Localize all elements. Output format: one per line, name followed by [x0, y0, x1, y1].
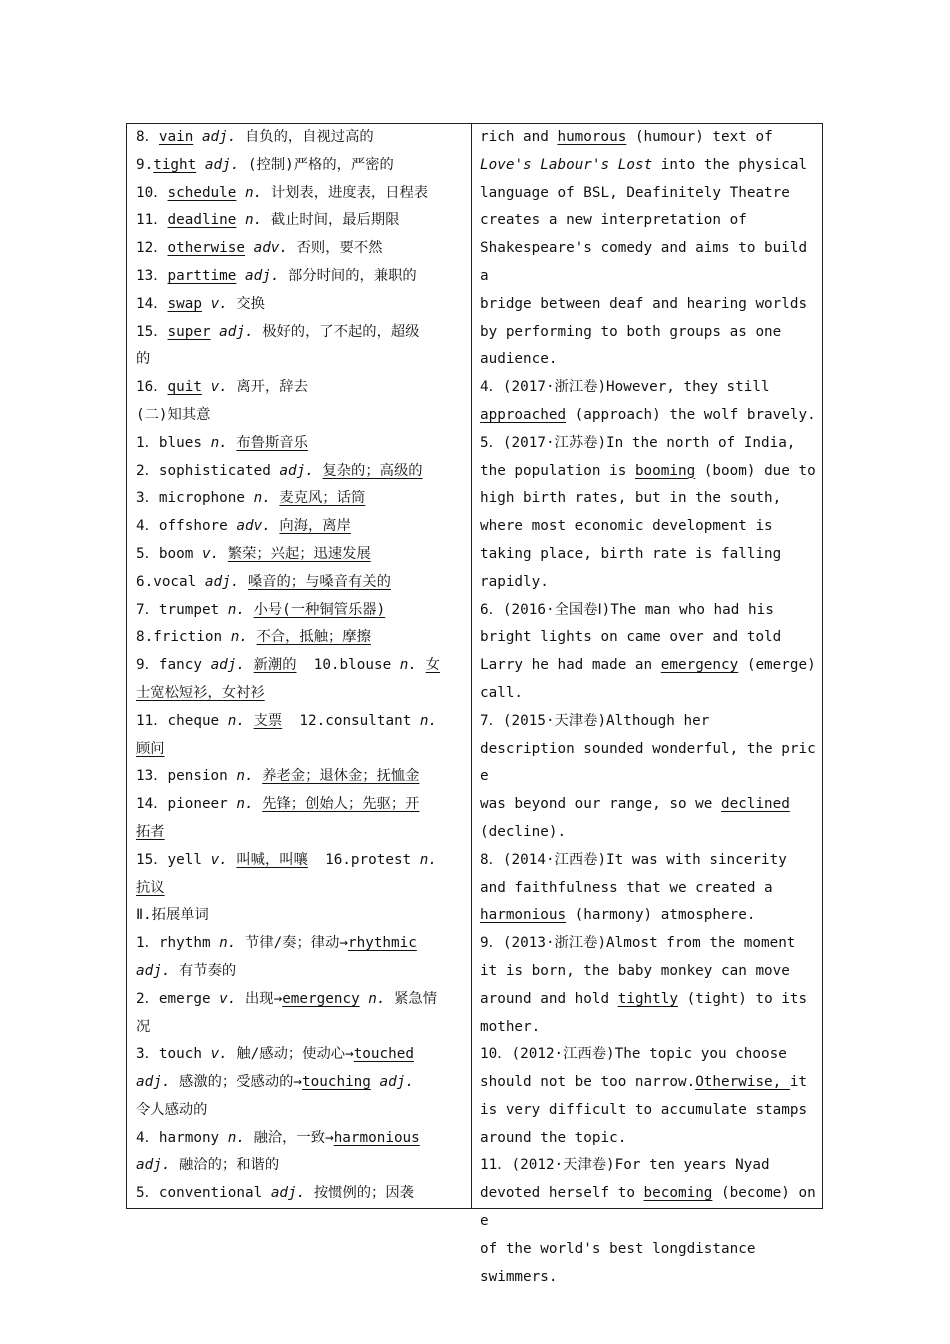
right-text-line [480, 1236, 818, 1264]
text-segment: 16． [136, 379, 168, 396]
answer-text: emergency [282, 990, 360, 1007]
text-segment: taking place, birth rate is falling [480, 545, 782, 562]
right-text-line [480, 930, 818, 958]
text-segment: 8.friction [136, 629, 231, 646]
text-segment [245, 240, 254, 256]
answer-text: 叫喊，叫嚷 [236, 851, 308, 868]
left-text-line [136, 875, 465, 903]
text-segment: adj. [245, 267, 280, 284]
text-segment: 14．pioneer [136, 796, 237, 813]
text-segment: (boom) due to [695, 462, 816, 479]
text-segment: n. [236, 768, 254, 785]
text-segment [245, 657, 254, 673]
left-text-line [136, 791, 465, 819]
text-segment [202, 296, 211, 312]
text-segment [236, 268, 245, 284]
text-segment: (控制)严格的，严密的 [239, 156, 394, 173]
right-text-line [480, 180, 818, 208]
left-text-line [136, 180, 465, 208]
right-text-line [480, 402, 818, 430]
left-text-line [136, 513, 465, 541]
text-segment: n. [245, 212, 263, 229]
text-segment: 13． [136, 267, 168, 284]
answer-text: 小号(一种铜管乐器) [253, 601, 386, 618]
left-text-line [136, 902, 465, 930]
text-segment: 9．fancy [136, 657, 211, 674]
text-segment: 2．sophisticated [136, 462, 280, 479]
text-segment: v. [210, 1046, 228, 1063]
text-segment: (emerge) [738, 657, 816, 674]
answer-text: 先锋；创始人；先驱；开 [262, 796, 420, 813]
left-text-line [136, 1097, 465, 1125]
text-segment: adj. [201, 129, 237, 145]
left-text-line [136, 291, 465, 319]
text-segment [417, 657, 426, 673]
text-segment: 融洽，一致→ [244, 1129, 334, 1146]
right-text-line [480, 485, 818, 513]
text-segment [371, 1074, 380, 1090]
left-text-line [136, 1180, 465, 1208]
right-text-line [480, 819, 818, 847]
text-segment: 12． [136, 240, 168, 257]
text-segment [254, 796, 263, 812]
text-segment: adv. [253, 240, 289, 257]
text-segment: around and hold [480, 990, 618, 1007]
answer-text: otherwise [167, 240, 245, 257]
left-text-line [136, 152, 465, 180]
text-segment: 按惯例的；因袭 [305, 1185, 414, 1202]
answer-text: parttime [167, 267, 237, 284]
text-segment: n. [419, 851, 437, 868]
text-segment: 14． [136, 295, 168, 312]
right-text-line [480, 708, 818, 736]
answer-text: 不合，抵触；摩擦 [256, 629, 371, 646]
left-text-line [136, 1152, 465, 1180]
right-text-line [480, 1014, 818, 1042]
left-text-line [136, 1014, 465, 1042]
text-segment: adj. [136, 1157, 171, 1174]
right-text-line [480, 958, 818, 986]
text-segment: 4．(2017·浙江卷)However, they still [480, 379, 770, 396]
text-segment: was beyond our range, so we [480, 796, 722, 813]
answer-text: becoming [643, 1185, 713, 1202]
text-segment [219, 546, 228, 562]
text-segment: 1．blues [136, 434, 211, 451]
text-segment: 5．boom [136, 545, 202, 562]
text-segment: 感激的；受感动的→ [170, 1074, 303, 1091]
text-segment: 极好的，了不起的，超级 [253, 323, 420, 340]
answer-text: booming [634, 462, 696, 479]
text-segment: n. [227, 712, 245, 729]
right-column [472, 124, 822, 1285]
left-text-line [136, 847, 465, 875]
answer-text: 支票 [253, 712, 283, 729]
text-segment: v. [210, 851, 228, 868]
answer-text: tightly [617, 990, 678, 1007]
answer-text: declined [721, 796, 790, 813]
text-segment: 15． [136, 323, 168, 340]
text-segment: 5．conventional [136, 1185, 271, 1202]
left-text-line [136, 1125, 465, 1153]
text-segment: (humour) text of [626, 129, 773, 145]
text-segment: 5．(2017·江苏卷)In the north of India, [480, 434, 796, 451]
text-segment: high birth rates, but in the south, [480, 490, 782, 507]
text-segment: is very difficult to accumulate stamps [480, 1101, 808, 1118]
text-segment: call. [480, 684, 524, 701]
answer-text: tight [153, 156, 197, 173]
answer-text: vain [158, 129, 194, 145]
text-segment: n. [368, 990, 386, 1007]
text-segment: ' [514, 156, 524, 173]
right-text-line [480, 736, 818, 792]
text-segment: s Lost [600, 156, 653, 173]
text-segment: the population is [480, 462, 635, 479]
left-text-line [136, 124, 465, 152]
text-segment: 否则，要不然 [288, 240, 383, 257]
answer-text: approached [480, 406, 567, 423]
text-segment: Shakespeare's comedy and aims to build a [480, 240, 816, 284]
left-text-line [136, 263, 465, 291]
text-segment: 11．(2012·天津卷)For ten years Nyad [480, 1157, 770, 1174]
text-segment [196, 157, 205, 173]
right-text-line [480, 152, 818, 180]
text-segment: bright lights on came over and told [480, 629, 782, 646]
text-segment: 6.vocal [136, 573, 205, 590]
text-segment: n. [419, 712, 438, 729]
answer-text: 麦克风；话筒 [279, 490, 366, 507]
text-segment: 6．(2016·全国卷Ⅰ)The man who had his [480, 601, 774, 618]
right-text-line [480, 541, 818, 569]
text-segment: (become) one [480, 1185, 816, 1230]
text-segment: 触/感动；使动心→ [227, 1046, 354, 1063]
text-segment: Love [480, 156, 515, 173]
left-text-line [136, 458, 465, 486]
left-text-line [136, 1069, 465, 1097]
answer-text: deadline [167, 212, 237, 229]
text-segment [239, 574, 248, 590]
text-segment: devoted herself to [480, 1185, 644, 1202]
text-segment: 2．emerge [136, 990, 220, 1007]
text-segment: 自负的，自视过高的 [236, 129, 374, 145]
left-text-line [136, 652, 465, 680]
left-text-line [136, 402, 465, 430]
right-text-line [480, 875, 818, 903]
right-text-line [480, 652, 818, 680]
text-segment: v. [210, 379, 228, 396]
text-segment: it is born, the baby monkey can move [480, 962, 790, 979]
text-segment: by performing to both groups as one [480, 323, 782, 340]
text-segment: ' [591, 156, 601, 173]
text-segment: adj. [204, 156, 240, 173]
text-segment: Larry he had made an [480, 657, 661, 674]
answer-text: 繁荣；兴起；迅速发展 [227, 545, 371, 562]
text-segment: adj. [219, 323, 254, 340]
text-segment: 8．(2014·江西卷)It was with sincerity [480, 851, 787, 868]
text-segment: 15．yell [136, 851, 211, 868]
text-segment: it [789, 1074, 808, 1091]
text-segment: adj. [279, 462, 314, 479]
answer-text: Otherwise, [695, 1074, 790, 1091]
answer-text: 嗓音的；与嗓音有关的 [247, 573, 391, 590]
left-text-line [136, 485, 465, 513]
text-segment [248, 629, 257, 645]
answer-text: 抗议 [136, 879, 165, 896]
text-segment: n. [210, 434, 228, 451]
right-text-line [480, 1041, 818, 1069]
answer-text: 拓者 [136, 823, 165, 840]
answer-text: 士宽松短衫，女衬衫 [136, 684, 265, 701]
text-segment: (二)知其意 [136, 406, 211, 423]
left-text-line [136, 235, 465, 263]
text-segment: description sounded wonderful, the price [480, 740, 816, 785]
text-segment: 令人感动的 [136, 1101, 208, 1118]
text-segment: 离开，辞去 [227, 379, 308, 396]
text-segment: bridge between deaf and hearing worlds [480, 295, 808, 312]
left-text-line [136, 736, 465, 764]
answer-text: emergency [660, 657, 739, 674]
left-text-line [136, 319, 465, 347]
answer-text: humorous [557, 129, 627, 145]
text-segment: 3．touch [136, 1046, 211, 1063]
text-segment: 节律/奏；律动→ [236, 935, 348, 952]
text-segment [254, 768, 263, 784]
answer-text: 顾问 [136, 740, 165, 757]
right-text-line [480, 458, 818, 486]
text-segment: 出现→ [236, 990, 283, 1007]
left-text-line [136, 374, 465, 402]
text-segment: rich and [480, 129, 558, 145]
right-text-line [480, 1152, 818, 1180]
text-segment: v. [210, 295, 228, 312]
answer-text: 复杂的；高级的 [322, 462, 423, 479]
text-segment: 况 [136, 1018, 151, 1035]
text-segment: n. [236, 796, 254, 813]
left-text-line [136, 680, 465, 708]
text-segment [245, 713, 254, 729]
text-segment: (harmony) atmosphere. [566, 907, 756, 924]
text-segment: adj. [270, 1185, 306, 1202]
text-segment: adj. [210, 657, 245, 674]
text-segment: v. [219, 990, 237, 1007]
left-text-line [136, 708, 465, 736]
text-segment: of the world's best longdistance [480, 1240, 756, 1257]
right-text-line [480, 291, 818, 319]
text-segment: adv. [236, 518, 271, 535]
text-segment: 融洽的；和谐的 [170, 1157, 280, 1174]
right-text-line [480, 430, 818, 458]
text-segment: 9. [136, 156, 154, 173]
text-segment: 7．trumpet [136, 601, 228, 618]
text-segment: (decline). [480, 823, 567, 840]
text-segment: 8． [136, 129, 159, 145]
text-segment: n. [227, 601, 245, 618]
text-segment: adj. [136, 962, 171, 979]
answer-text: 女 [425, 657, 440, 674]
text-segment: and faithfulness that we created a [480, 879, 773, 896]
text-segment: 交换 [227, 295, 265, 312]
left-text-line [136, 569, 465, 597]
text-segment: 紧急情 [385, 990, 437, 1007]
answer-text: 养老金；退休金；抚恤金 [262, 768, 420, 785]
text-segment: n. [230, 629, 248, 646]
text-segment [245, 602, 254, 618]
right-text-line [480, 1097, 818, 1125]
right-text-line [480, 847, 818, 875]
text-segment: swimmers. [480, 1268, 558, 1285]
left-text-line [136, 346, 465, 374]
left-column [127, 124, 472, 1208]
right-text-line [480, 374, 818, 402]
text-segment: should not be too narrow. [480, 1074, 696, 1091]
answer-text: 新潮的 [253, 657, 297, 674]
left-text-line [136, 930, 465, 958]
text-segment: 有节奏的 [170, 962, 237, 979]
text-segment: n. [227, 1129, 245, 1146]
left-text-line [136, 763, 465, 791]
left-text-line [136, 541, 465, 569]
answer-text: swap [167, 295, 202, 312]
answer-text: super [167, 323, 211, 340]
text-segment: around the topic. [480, 1129, 627, 1146]
text-segment [236, 212, 245, 228]
text-segment [211, 324, 220, 340]
answer-text: rhythmic [348, 935, 417, 952]
right-text-line [480, 597, 818, 625]
text-segment: 4．harmony [136, 1129, 228, 1146]
text-segment: n. [253, 490, 271, 507]
text-segment: 7．(2015·天津卷)Although her [480, 712, 710, 729]
left-text-line [136, 986, 465, 1014]
text-segment: adj. [379, 1074, 414, 1091]
text-segment: 10． [136, 184, 168, 201]
left-text-line [136, 819, 465, 847]
answer-text: 向海，离岸 [279, 518, 351, 535]
text-segment: 11． [136, 212, 168, 229]
right-text-line [480, 680, 818, 708]
text-segment: 9．(2013·浙江卷)Almost from the moment [480, 935, 796, 952]
right-text-line [480, 235, 818, 291]
text-segment: n. [219, 935, 237, 952]
text-segment [193, 129, 202, 145]
text-segment [202, 379, 211, 395]
text-segment: language of BSL, Deafinitely Theatre [480, 184, 790, 201]
right-text-line [480, 124, 818, 152]
right-text-line [480, 319, 818, 347]
text-segment: audience. [480, 351, 558, 368]
text-segment: n. [399, 657, 418, 674]
answer-text: harmonious [480, 907, 567, 924]
text-segment: where most economic development is [480, 518, 773, 535]
text-segment [360, 991, 369, 1007]
text-segment: 16.protest [307, 851, 420, 868]
text-segment: 的 [136, 351, 151, 368]
right-text-line [480, 624, 818, 652]
text-segment: adj. [136, 1074, 171, 1091]
text-segment: 13．pension [136, 768, 237, 785]
right-text-line [480, 1180, 818, 1236]
text-segment: rapidly. [480, 573, 549, 590]
right-text-line [480, 791, 818, 819]
right-text-line [480, 1125, 818, 1153]
text-segment: 12.consultant [282, 712, 420, 729]
text-segment: (tight) to its [678, 990, 808, 1007]
right-text-line [480, 569, 818, 597]
text-segment: 10．(2012·江西卷)The topic you choose [480, 1046, 787, 1063]
text-segment: (approach) the wolf bravely. [566, 406, 816, 423]
right-text-line [480, 986, 818, 1014]
text-segment: into the physical [652, 156, 808, 173]
answer-text: harmonious [333, 1129, 420, 1146]
vocabulary-table [126, 123, 823, 1285]
text-segment: 1．rhythm [136, 935, 220, 952]
answer-text: quit [167, 379, 202, 396]
left-text-line [136, 958, 465, 986]
text-segment: 3．microphone [136, 490, 254, 507]
answer-text: touched [353, 1046, 414, 1063]
text-segment: 截止时间，最后期限 [262, 212, 400, 229]
right-text-line [480, 346, 818, 374]
answer-text: touching [302, 1074, 371, 1091]
left-text-line [136, 430, 465, 458]
left-text-line [136, 624, 465, 652]
right-text-line [480, 1264, 818, 1292]
text-segment: mother. [480, 1018, 541, 1035]
text-segment: v. [201, 545, 220, 562]
text-segment: 4．offshore [136, 518, 237, 535]
left-text-line [136, 597, 465, 625]
text-segment: Ⅱ.拓展单词 [136, 907, 209, 924]
text-segment: 11．cheque [136, 712, 228, 729]
text-segment: 部分时间的，兼职的 [279, 267, 417, 284]
right-text-line [480, 1069, 818, 1097]
text-segment: creates a new interpretation of [480, 212, 747, 229]
text-segment: adj. [204, 573, 240, 590]
right-text-line [480, 902, 818, 930]
left-text-line [136, 1041, 465, 1069]
right-text-line [480, 513, 818, 541]
text-segment [236, 185, 245, 201]
right-text-line [480, 207, 818, 235]
answer-text: 布鲁斯音乐 [236, 434, 308, 451]
text-segment: 计划表，进度表，日程表 [262, 184, 429, 201]
left-text-line [136, 207, 465, 235]
answer-text: schedule [167, 184, 237, 201]
text-segment: s Labour [523, 156, 592, 173]
text-segment: n. [245, 184, 263, 201]
text-segment: 10.blouse [296, 657, 400, 674]
